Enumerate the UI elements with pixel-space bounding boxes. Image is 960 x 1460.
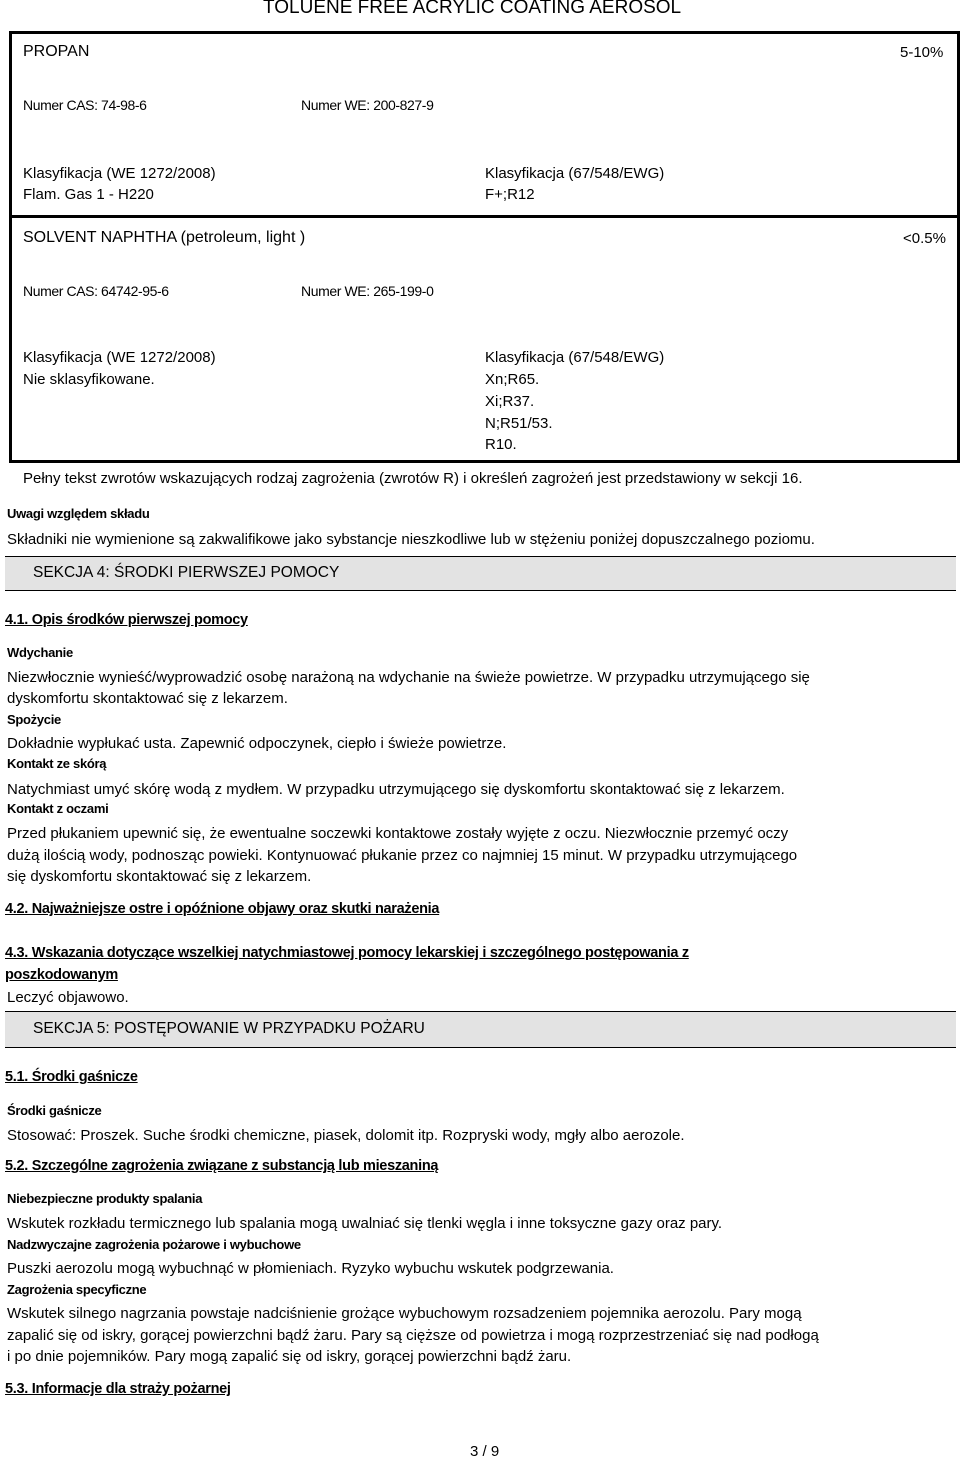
cas-number: Numer CAS: 64742-95-6 bbox=[23, 283, 169, 299]
ec-number: Numer WE: 265-199-0 bbox=[301, 283, 434, 299]
subsection-heading: poszkodowanym bbox=[5, 967, 118, 983]
dsd-classification-title: Klasyfikacja (67/548/EWG) bbox=[485, 349, 665, 366]
specific-hazards-text: i po dnie pojemników. Pary mogą zapalić się od iskry, gorącej powierzchni bądź żaru. bbox=[7, 1348, 572, 1365]
section-4-bar bbox=[5, 556, 956, 591]
eye-contact-text: się dyskomfortu skontaktować się z lekarzem. bbox=[7, 868, 312, 885]
ingestion-heading: Spożycie bbox=[7, 712, 61, 727]
subsection-heading: 5.1. Środki gaśnicze bbox=[5, 1069, 138, 1085]
clp-classification-title: Klasyfikacja (WE 1272/2008) bbox=[23, 349, 216, 366]
dsd-classification-value: Xi;R37. bbox=[485, 393, 535, 410]
composition-comments-text: Składniki nie wymienione są zakwalifikowe jako sybstancje nieszkodliwe lub w stężeniu poniżej dopuszczalnego poziomu. bbox=[7, 531, 815, 548]
document-title: TOLUENE FREE ACRYLIC COATING AEROSOL bbox=[263, 0, 682, 18]
subsection-heading: 5.3. Informacje dla straży pożarnej bbox=[5, 1381, 231, 1397]
subsection-heading: 4.3. Wskazania dotyczące wszelkiej natychmiastowej pomocy lekarskiej i szczególnego postępowania z bbox=[5, 945, 689, 961]
subsection-heading: 5.2. Szczególne zagrożenia związane z substancją lub mieszaniną bbox=[5, 1158, 439, 1174]
section-title: SEKCJA 4: ŚRODKI PIERWSZEJ POMOCY bbox=[33, 564, 340, 581]
skin-contact-text: Natychmiast umyć skórę wodą z mydłem. W przypadku utrzymującego się dyskomfortu skontaktować się z lekarzem. bbox=[7, 781, 785, 798]
clp-classification-value: Nie sklasyfikowane. bbox=[23, 371, 155, 388]
combustion-products-heading: Niebezpieczne produkty spalania bbox=[7, 1191, 203, 1206]
dsd-classification-value: N;R51/53. bbox=[485, 415, 553, 432]
extinguishing-media-text: Stosować: Proszek. Suche środki chemiczne, piasek, dolomit itp. Rozpryski wody, mgły albo aerozole. bbox=[7, 1127, 685, 1144]
inhalation-text: Niezwłocznie wynieść/wyprowadzić osobę narażoną na wdychanie na świeże powietrze. W przypadku utrzymującego się bbox=[7, 669, 810, 686]
treatment-text: Leczyć objawowo. bbox=[7, 989, 129, 1006]
composition-comments-heading: Uwagi względem składu bbox=[7, 506, 150, 521]
unusual-hazards-text: Puszki aerozolu mogą wybuchnąć w płomieniach. Ryzyko wybuchu wskutek podgrzewania. bbox=[7, 1260, 614, 1277]
substance-name: PROPAN bbox=[23, 43, 90, 60]
clp-classification-value: Flam. Gas 1 - H220 bbox=[23, 186, 154, 203]
ec-number: Numer WE: 200-827-9 bbox=[301, 97, 434, 113]
extinguishing-media-heading: Środki gaśnicze bbox=[7, 1103, 102, 1118]
dsd-classification-value: F+;R12 bbox=[485, 186, 535, 203]
subsection-heading: 4.2. Najważniejsze ostre i opóźnione objawy oraz skutki narażenia bbox=[5, 901, 440, 917]
substance-percentage: <0.5% bbox=[903, 230, 946, 247]
cas-number: Numer CAS: 74-98-6 bbox=[23, 97, 147, 113]
eye-contact-text: dużą ilością wody, podnosząc powieki. Kontynuować płukanie przez co najmniej 15 minut. W przypadku utrzymującego bbox=[7, 847, 798, 864]
eye-contact-text: Przed płukaniem upewnić się, że ewentualne soczewki kontaktowe zostały wyjęte z oczu. Niezwłocznie przemyć oczy bbox=[7, 825, 789, 842]
ingestion-text: Dokładnie wypłukać usta. Zapewnić odpoczynek, ciepło i świeże powietrze. bbox=[7, 735, 507, 752]
unusual-hazards-heading: Nadzwyczajne zagrożenia pożarowe i wybuchowe bbox=[7, 1237, 301, 1252]
inhalation-heading: Wdychanie bbox=[7, 645, 73, 660]
section-title: SEKCJA 5: POSTĘPOWANIE W PRZYPADKU POŻARU bbox=[33, 1020, 425, 1037]
eye-contact-heading: Kontakt z oczami bbox=[7, 801, 109, 816]
dsd-classification-value: R10. bbox=[485, 436, 517, 453]
dsd-classification-title: Klasyfikacja (67/548/EWG) bbox=[485, 165, 665, 182]
combustion-products-text: Wskutek rozkładu termicznego lub spalania mogą uwalniać się tlenki węgla i inne toksyczne gazy oraz pary. bbox=[7, 1215, 723, 1232]
specific-hazards-text: zapalić się od iskry, gorącej powierzchni bądź żaru. Pary są cięższe od powietrza i mogą rozprzestrzeniać się nad podłogą bbox=[7, 1327, 819, 1344]
substance-percentage: 5-10% bbox=[900, 44, 944, 61]
skin-contact-heading: Kontakt ze skórą bbox=[7, 756, 107, 771]
substance-name: SOLVENT NAPHTHA (petroleum, light ) bbox=[23, 229, 306, 246]
page-number: 3 / 9 bbox=[470, 1443, 500, 1460]
specific-hazards-heading: Zagrożenia specyficzne bbox=[7, 1282, 147, 1297]
dsd-classification-value: Xn;R65. bbox=[485, 371, 540, 388]
box-divider bbox=[9, 215, 960, 218]
inhalation-text: dyskomfortu skontaktować się z lekarzem. bbox=[7, 690, 288, 707]
clp-classification-title: Klasyfikacja (WE 1272/2008) bbox=[23, 165, 216, 182]
specific-hazards-text: Wskutek silnego nagrzania powstaje nadciśnienie grożące wybuchowym rozsadzeniem pojemnika aerozolu. Pary mogą bbox=[7, 1305, 802, 1322]
full-text-note: Pełny tekst zwrotów wskazujących rodzaj zagrożenia (zwrotów R) i określeń zagrożeń jest przedstawiony w sekcji 16. bbox=[23, 470, 803, 487]
section-5-bar bbox=[5, 1011, 956, 1048]
subsection-heading: 4.1. Opis środków pierwszej pomocy bbox=[5, 612, 248, 628]
